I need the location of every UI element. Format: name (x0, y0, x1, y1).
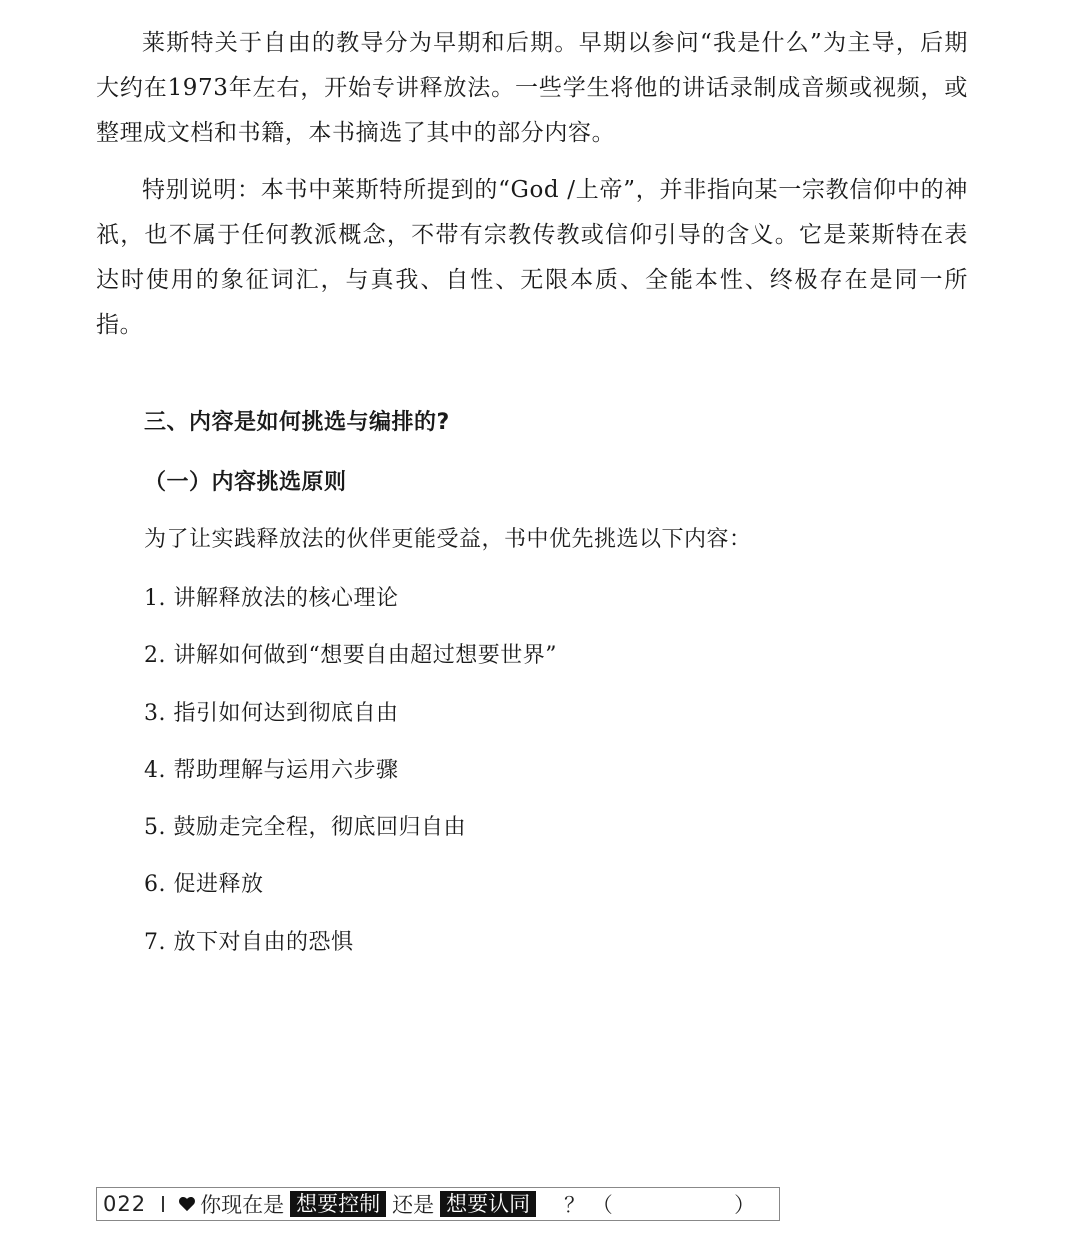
list-item: 2. 讲解如何做到“想要自由超过想要世界” (144, 643, 557, 669)
close-paren: ） (734, 1193, 756, 1217)
list-item: 6. 促进释放 (144, 872, 264, 898)
intro-paragraph-2: 特别说明：本书中莱斯特所提到的“God /上帝”，并非指向某一宗教信仰中的神祇，也不属于任何教派概念，不带有宗教传教或信仰引导的含义。它是莱斯特在表达时使用的象征词汇，与真我、自性、无限本质、全能本性、终极存在是同一所指。 (96, 177, 968, 338)
list-item: 1. 讲解释放法的核心理论 (144, 586, 399, 611)
option-chip-approval: 想要认同 (440, 1191, 536, 1217)
page-number: 022 (103, 1192, 147, 1216)
intro-paragraph-1: 莱斯特关于自由的教导分为早期和后期。早期以参问“我是什么”为主导，后期大约在1973年左右，开始专讲释放法。一些学生将他的讲话录制成音频或视频，或整理成文档和书籍，本书摘选了其中的部分内容。 (96, 30, 968, 146)
footer-divider (162, 1196, 164, 1212)
principles-list (144, 579, 557, 980)
list-lead-text: 为了让实践释放法的伙伴更能受益，书中优先挑选以下内容： (144, 527, 752, 552)
list-item: 4. 帮助理解与运用六步骤 (144, 757, 399, 783)
subsection-heading: （一）内容挑选原则 (144, 469, 347, 495)
page-footer (96, 1187, 780, 1221)
question-mark: ？ (564, 1193, 586, 1217)
list-item: 7. 放下对自由的恐惧 (144, 929, 354, 955)
option-chip-control: 想要控制 (290, 1191, 386, 1217)
list-item: 5. 鼓励走完全程，彻底回归自由 (144, 815, 466, 841)
footer-prompt-text: 你现在是 (200, 1193, 285, 1217)
section-heading: 三、内容是如何挑选与编排的? (144, 410, 450, 435)
answer-blank (564, 1189, 755, 1219)
heart-icon (178, 1195, 196, 1213)
list-item: 3. 指引如何达到彻底自由 (144, 700, 399, 726)
open-paren: （ (591, 1193, 613, 1217)
footer-connector-text: 还是 (392, 1193, 435, 1217)
